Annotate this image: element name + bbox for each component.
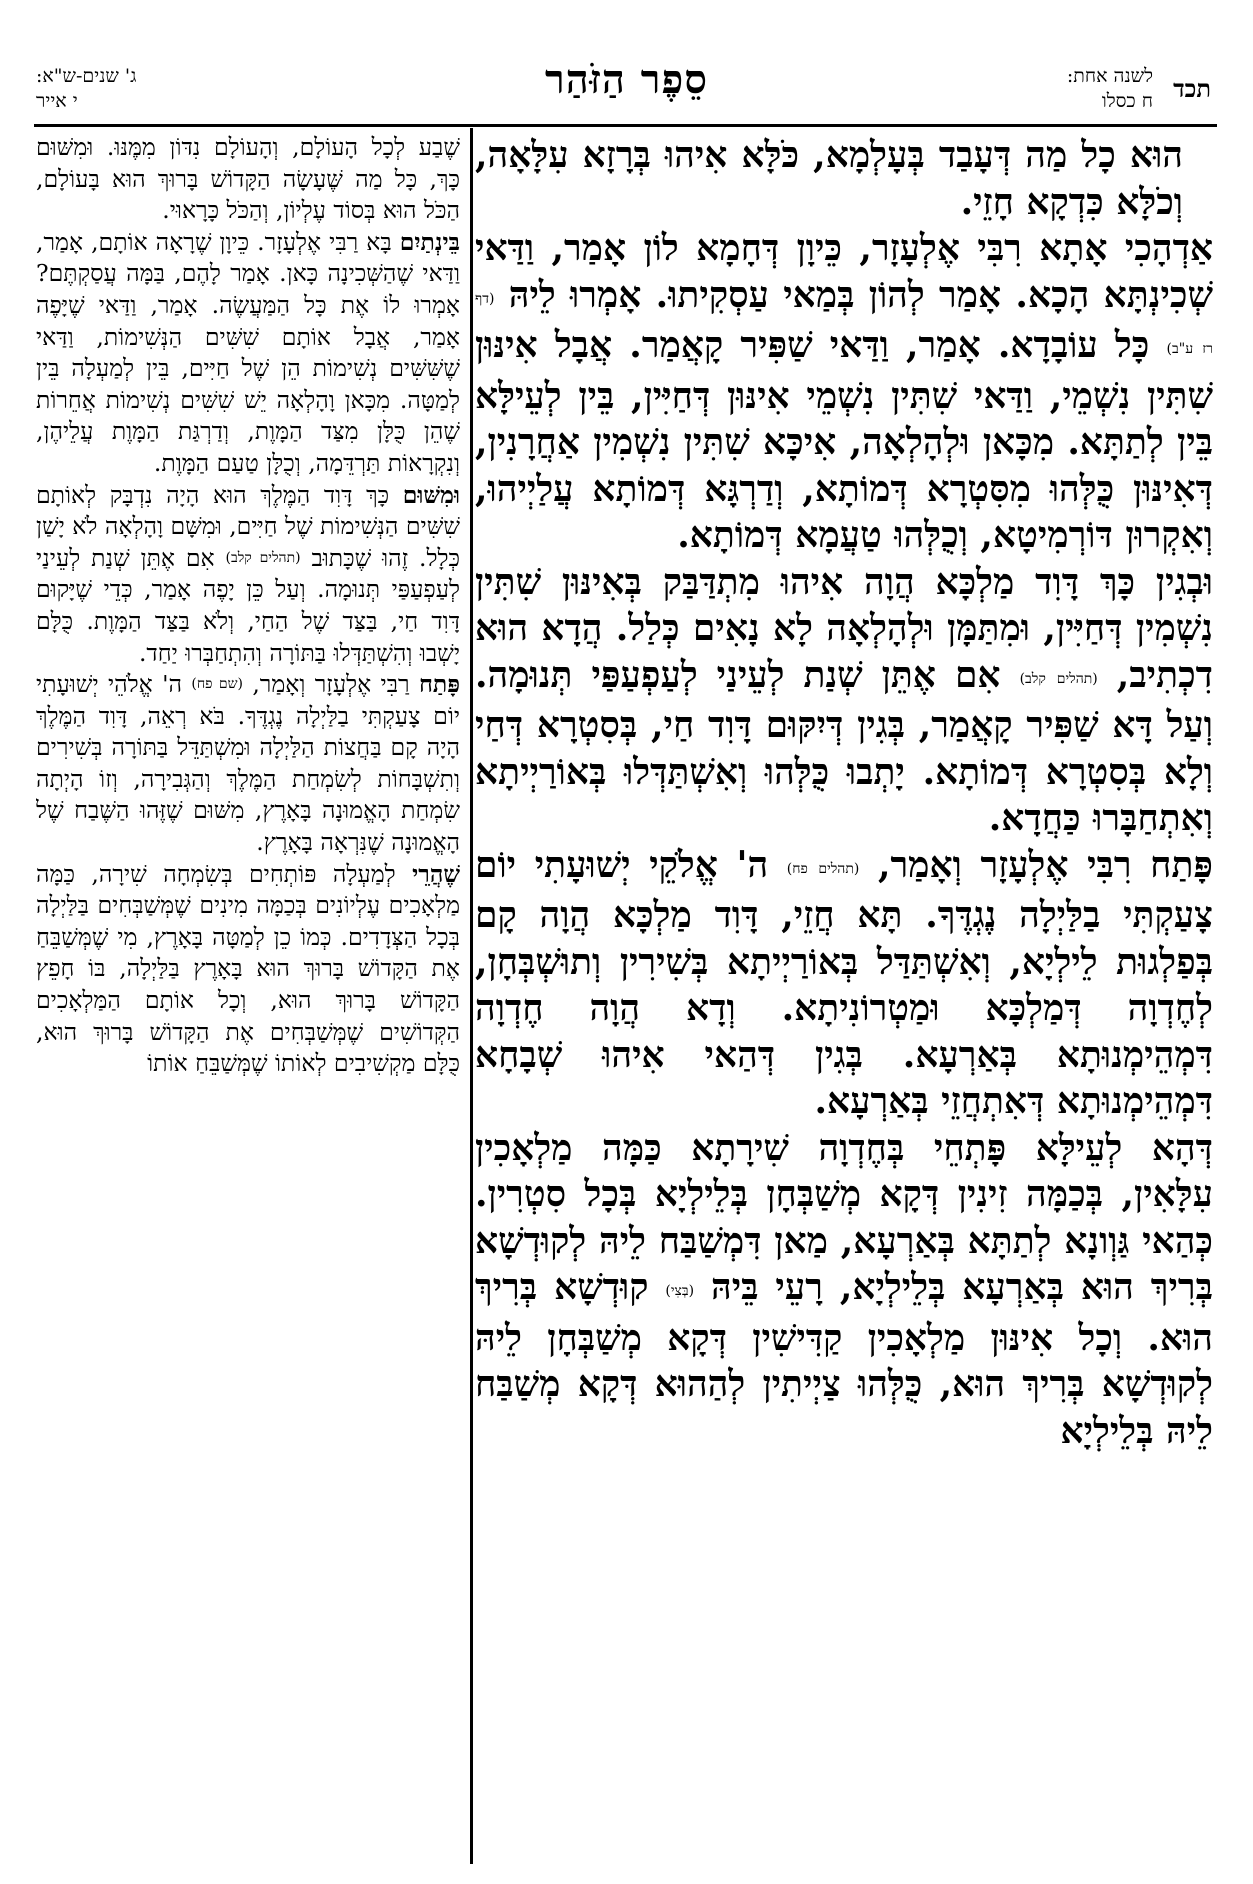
translation-text: ה' אֱלֹהֵי יְשׁוּעָתִי יוֹם צָעַקְתִּי בַלַּיְלָה נֶגְדֶּךָ. בֹּא רְאֵה, דָּוִד הַמֶּלֶךְ הָיָה קָם בַּחֲצוֹת הַלַּיְלָה וּמִשְׁתַּדֵּל בַּתּוֹרָה בְּשִׁירִים וְתִשְׁבָּחוֹת לְשִׂמְחַת הַמֶּלֶךְ וְהַגְּבִירָה, וְזוֹ הָיְתָה שִׂמְחַת הָאֱמוּנָה בָּאָרֶץ, מִשּׁוּם שֶׁזֶּהוּ הַשֶּׁבַח שֶׁל הָאֱמוּנָה שֶׁנִּרְאָה בָּאָרֶץ. (36, 670, 460, 857)
paragraph-lead-word: שֶׁהֲרֵי (412, 859, 460, 888)
translation-text: לְמַעְלָה פּוֹתְחִים בְּשִׂמְחָה שִׁירָה, כַּמָּה מַלְאָכִים עֶלְיוֹנִים בְּכַמָּה מִינִים שֶׁמְּשַׁבְּחִים בַּלַּיְלָה בְּכָל הַצְּדָדִים. כְּמוֹ כֵן לְמַטָּה בָּאָרֶץ, מִי שֶׁמְּשַׁבֵּחַ אֶת הַקָּדוֹשׁ בָּרוּךְ הוּא בָּאָרֶץ בַּלַּיְלָה, בּוֹ חָפֵץ הַקָּדוֹשׁ בָּרוּךְ הוּא, וְכָל אוֹתָם הַמַּלְאָכִים הַקְּדוֹשִׁים שֶׁמְּשַׁבְּחִים אֶת הַקָּדוֹשׁ בָּרוּךְ הוּא, כֻּלָּם מַקְשִׁיבִים לְאוֹתוֹ שֶׁמְּשַׁבֵּחַ אוֹתוֹ (36, 859, 460, 1078)
translation-paragraph: שֶׁבַע לְכָל הָעוֹלָם, וְהָעוֹלָם נִדּוֹן מִמֶּנּוּ. וּמִשּׁוּם כָּךְ, כָּל מַה שֶּׁעָשָׂה הַקָּדוֹשׁ בָּרוּךְ הוּא בָּעוֹלָם, הַכֹּל הוּא בְּסוֹד עֶלְיוֹן, וְהַכֹּל כָּרָאוּי. (36, 133, 460, 225)
main-paragraph (475, 842, 1213, 1125)
paragraph-lead-word: פָּתַח (418, 670, 460, 699)
schedule-line-1: לשנה אחת: (1066, 65, 1153, 87)
cycle-line-1: ג' שנים-ש"א: (36, 65, 137, 87)
main-text: דְּהָא לְעֵילָּא פָּתְחֵי בְּחֶדְוָה שִׁירָתָא כַּמָּה מַלְאָכִין עִלָּאִין, בְּכַמָּה זִינִין דְּקָא מְשַׁבְּחָן בְּלֵילְיָא בְּכָל סִטְרִין. כְּהַאי גַּוְונָא לְתַתָּא בְּאַרְעָא, מַאן דִּמְשַׁבַּח לֵיהּ לְקוּדְשָׁא בְּרִיךְ הוּא בְּאַרְעָא בְּלֵילְיָא, רָעֵי בֵּיהּ (475, 1126, 1213, 1308)
main-text: פָּתַח רִבִּי אֶלְעָזָר וְאָמַר, (877, 843, 1213, 886)
verse-reference: (שם פח) (191, 676, 243, 693)
main-paragraph (475, 559, 1213, 842)
verse-reference: (תהלים קלב) (1019, 670, 1098, 687)
main-text: קוּדְשָׁא בְּרִיךְ הוּא. וְכָל אִינּוּן מַלְאָכִין קַדִּישִׁין דְּקָא מְשַׁבְּחָן לֵיהּ לְקוּדְשָׁא בְּרִיךְ הוּא, כֻּלְּהוּ צַיְיתִין לְהַהוּא דְּקָא מְשַׁבַּח לֵיהּ בְּלֵילְיָא (475, 1266, 1213, 1452)
translation-paragraph (36, 859, 460, 1080)
page-reference: (דף רז ע"ב) (475, 290, 1213, 357)
paragraph-lead-word: וּמִשּׁוּם (402, 480, 460, 509)
column-divider (470, 128, 473, 1864)
main-text: אַדְהָכִי אָתָא רִבִּי אֶלְעָזָר, כֵּיוָן דְּחָמָא לוֹן אָמַר, וַדַּאי שְׁכִינְתָּא הָכָא. אָמַר לְהוֹן בְּמַאי עַסְקִיתוּ. אָמְרוּ לֵיהּ (475, 227, 1213, 316)
translation-paragraph (36, 227, 460, 480)
book-title: סֵפֶר הַזֹּהַר (545, 56, 708, 103)
main-text: וּבְגִין כָּךְ דָּוִד מַלְכָּא הֲוָה אִיהוּ מִתְדַּבַּק בְּאִינּוּן שִׁתִּין נִשְׁמִין דְּחַיִּין, וּמִתַּמָּן וּלְהָלְאָה לָא נָאִים כְּלַל. הֲדָא הוּא דִכְתִיב, (475, 560, 1213, 696)
main-text: כָּל עוֹבָדָא. אָמַר, וַדַּאי שַׁפִּיר קָאֲמַר. אֲבָל אִינּוּן שִׁתִּין נִשְׁמֵי, וַדַּאי שִׁתִּין נִשְׁמֵי אִינּוּן דְּחַיִּין, בֵּין לְעֵילָּא בֵּין לְתַתָּא. מִכָּאן וּלְהָלְאָה, אִיכָּא שִׁתִּין נִשְׁמִין אַחֲרָנִין, דְּאִינּוּן כֻּלְּהוּ מִסִּטְרָא דְּמוֹתָא, וְדַרְגָּא דְּמוֹתָא עֲלַיְיהוּ, וְאִקְרוּן דּוֹרְמִיטָא, וְכֻלְּהוּ טַעֲמָא דְּמוֹתָא. (475, 324, 1213, 556)
cycle-schedule (36, 64, 136, 132)
verse-reference: (תהלים קלב) (225, 549, 301, 566)
paragraph-lead-word: בֵּינְתַיִם (399, 227, 460, 256)
translation-text: בָּא רַבִּי אֶלְעָזָר. כֵּיוָן שֶׁרָאָה אוֹתָם, אָמַר, וַדַּאי שֶׁהַשְּׁכִינָה כָּאן. אָמַר לָהֶם, בַּמָּה עֲסַקְתֶּם? אָמְרוּ לוֹ אֶת כָּל הַמַּעֲשֶׂה. אָמַר, וַדַּאי שֶׁיָּפֶה אָמַר, אֲבָל אוֹתָם שִׁשִּׁים הַנְּשִׁימוֹת, וַדַּאי שֶׁשִּׁשִּׁים נְשִׁימוֹת הֵן שֶׁל חַיִּים, בֵּין לְמַעְלָה בֵּין לְמַטָּה. מִכָּאן וָהָלְאָה יֵשׁ שִׁשִּׁים נְשִׁימוֹת אֲחֵרוֹת שֶׁהֵן כֻּלָּן מִצַּד הַמָּוֶת, וְדַרְגַּת הַמָּוֶת עֲלֵיהֶן, וְנִקְרָאוֹת תַּרְדֵּמָה, וְכֻלָּן טַעַם הַמָּוֶת. (36, 227, 460, 477)
translation-column (36, 132, 460, 1862)
schedule-line-2: ח כסלו (1101, 90, 1153, 112)
main-paragraph (475, 1125, 1213, 1455)
translation-text: רַבִּי אֶלְעָזָר וְאָמַר, (252, 670, 410, 699)
main-paragraph (475, 225, 1213, 559)
verse-reference: (תהלים פח) (786, 860, 860, 877)
note-marker: (בְּצִי) (665, 1283, 695, 1299)
main-text: אִם אֶתֵּן שְׁנַת לְעֵינַי לְעַפְעַפַּי תְּנוּמָה. וְעַל דָּא שַׁפִּיר קָאֲמַר, בְּגִין דְּיִקּוּם דָּוִד חַי, בְּסִטְרָא דְּחַי וְלָא בְּסִטְרָא דְּמוֹתָא. יָתְבוּ כֻּלְּהוּ וְאִשְׁתַּדְּלוּ בְּאוֹרַיְיתָא וְאִתְחַבָּרוּ כַּחֲדָא. (475, 653, 1213, 839)
main-text: ה' אֱלֹקֵי יְשׁוּעָתִי יוֹם צָעַקְתִּי בַלַּיְלָה נֶגְדֶּךָ. תָּא חֲזֵי, דָּוִד מַלְכָּא הֲוָה קָם בְּפַלְגוּת לֵילְיָא, וְאִשְׁתַּדַּל בְּאוֹרַיְיתָא בְּשִׁירִין וְתוּשְׁבְּחָן, לְחֶדְוָה דְּמַלְכָּא וּמַטְרוֹנִיתָא. וְדָא הֲוָה חֶדְוָה דִּמְהֵימְנוּתָא בְּאַרְעָא. בְּגִין דְּהַאי אִיהוּ שְׁבָחָא דִּמְהֵימְנוּתָא דְּאִתְחֲזֵי בְּאַרְעָא. (475, 843, 1213, 1122)
cycle-line-2: י אייר (36, 90, 78, 112)
main-text-column (475, 132, 1213, 1862)
translation-text: אִם אֶתֵּן שְׁנַת לְעֵינַי לְעַפְעַפַּי תְּנוּמָה. וְעַל כֵּן יָפֶה אָמַר, כְּדֵי שֶׁיָּקוּם דָּוִד חַי, בַּצַּד שֶׁל הַחַי, וְלֹא בַּצַּד הַמָּוֶת. כֻּלָּם יָשְׁבוּ וְהִשְׁתַּדְּלוּ בַּתּוֹרָה וְהִתְחַבְּרוּ יַחַד. (36, 543, 460, 667)
main-paragraph: הוּא כָל מַה דְּעָבַד בְּעָלְמָא, כֹּלָּא אִיהוּ בְּרָזָא עִלָּאָה, וְכֹלָּא כִּדְקָא חָזֵי. (475, 134, 1183, 223)
page-number: תכד (1173, 74, 1211, 103)
translation-text: כָּךְ דָּוִד הַמֶּלֶךְ הוּא הָיָה נִדְבָּק לְאוֹתָם שִׁשִּׁים הַנְּשִׁימוֹת שֶׁל חַיִּים, וּמִשָּׁם וָהָלְאָה לֹא יָשַׁן כְּלָל. זֶהוּ שֶׁכָּתוּב (36, 480, 460, 572)
translation-paragraph (36, 480, 460, 670)
translation-paragraph (36, 669, 460, 859)
header-divider (34, 124, 1217, 127)
